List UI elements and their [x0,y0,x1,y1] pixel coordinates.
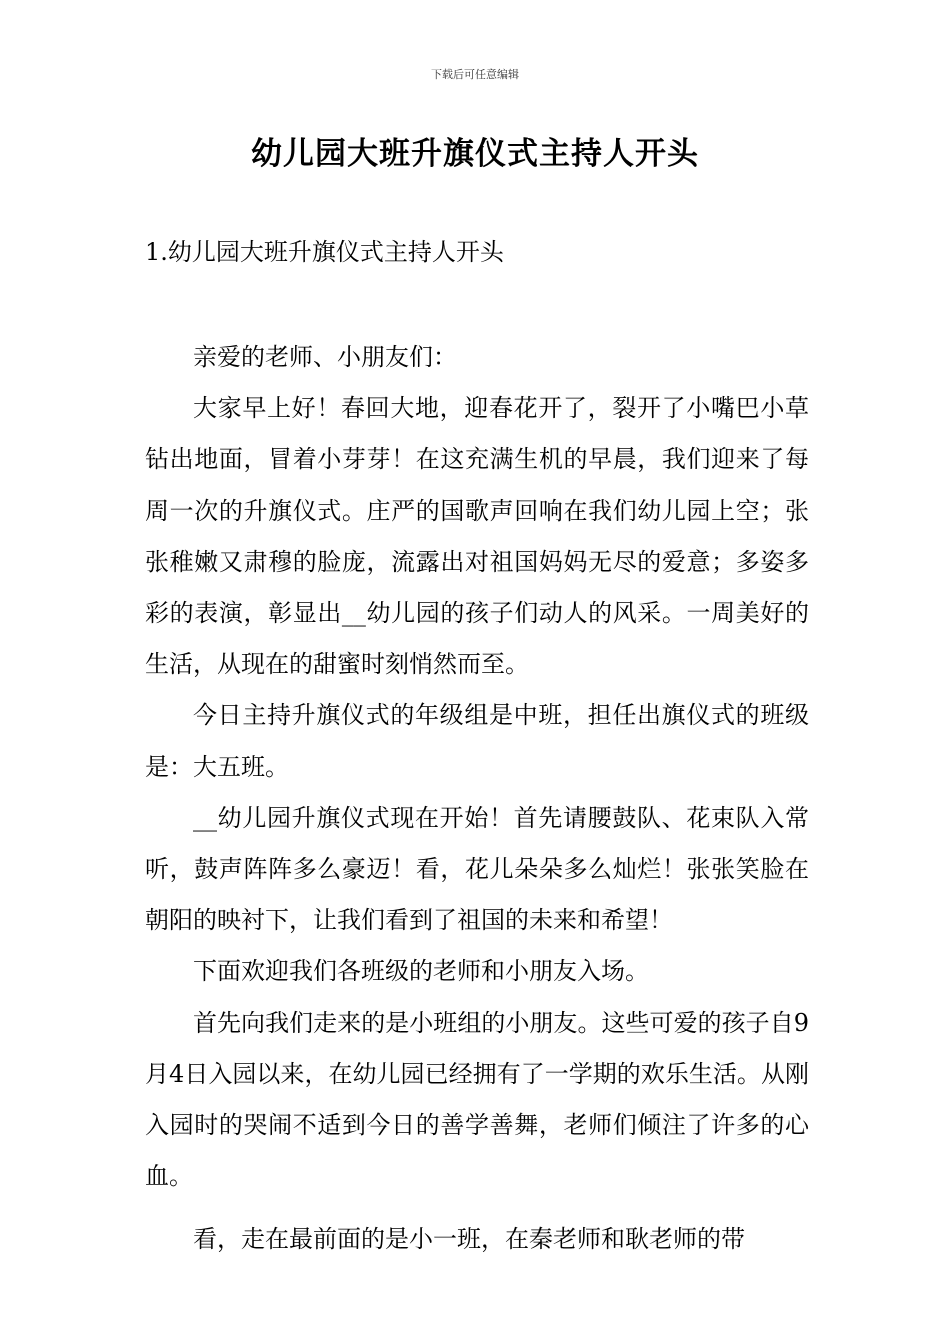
paragraph: 首先向我们走来的是小班组的小朋友。这些可爱的孩子自9月4日入园以来，在幼儿园已经拥有了一学期的欢乐生活。从刚入园时的哭闹不适到今日的善学善舞，老师们倾注了许多的心血。 [145,1008,809,1191]
paragraph: 下面欢迎我们各班级的老师和小朋友入场。 [193,957,649,986]
paragraph: 看，走在最前面的是小一班，在秦老师和耿老师的带 [193,1225,745,1254]
paragraph: 大家早上好！春回大地，迎春花开了，裂开了小嘴巴小草钻出地面，冒着小芽芽！在这充满生机的早晨，我们迎来了每周一次的升旗仪式。庄严的国歌声回响在我们幼儿园上空；张张稚嫩又肃穆的脸庞，流露出对祖国妈妈无尽的爱意；多姿多彩的表演，彰显出__幼儿园的孩子们动人的风采。一周美好的生活，从现在的甜蜜时刻悄然而至。 [145,394,809,679]
section-heading: 1.幼儿园大班升旗仪式主持人开头 [145,238,504,266]
paragraph: 亲爱的老师、小朋友们： [193,343,457,371]
document-body [145,332,809,1266]
paragraph: __幼儿园升旗仪式现在开始！首先请腰鼓队、花束队入常听，鼓声阵阵多么豪迈！看，花儿朵朵多么灿烂！张张笑脸在朝阳的映衬下，让我们看到了祖国的未来和希望！ [145,803,809,935]
paragraph: 今日主持升旗仪式的年级组是中班，担任出旗仪式的班级是：大五班。 [145,701,809,781]
header-note: 下载后可任意编辑 [431,68,519,81]
document-title: 幼儿园大班升旗仪式主持人开头 [251,136,699,172]
